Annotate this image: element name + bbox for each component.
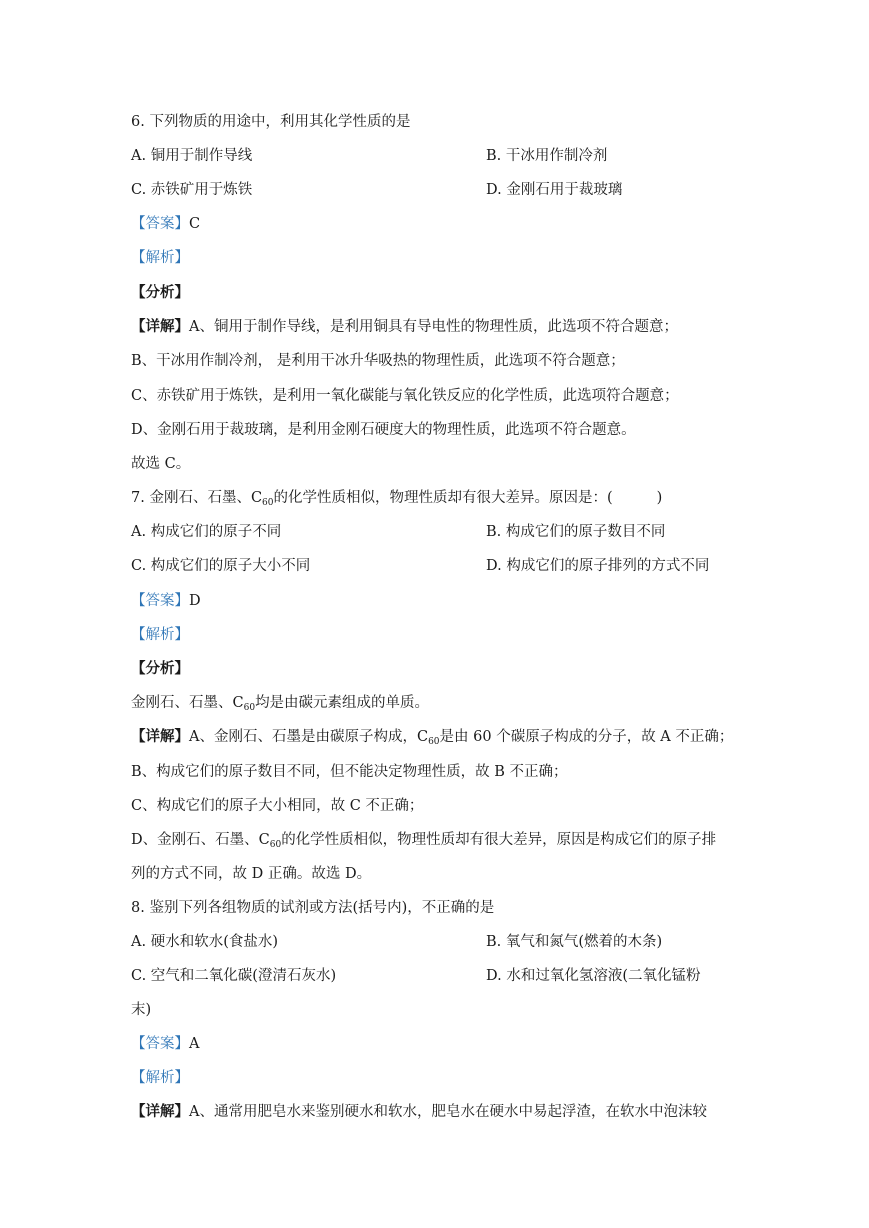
q8-answer: A <box>189 1036 200 1052</box>
detail-tag: 【详解】 <box>131 318 189 335</box>
q7-detail-b: B、构成它们的原子数目不同，但不能决定物理性质，故 B 不正确； <box>131 764 568 780</box>
q8-option-d-cont: 末) <box>131 1002 152 1018</box>
detail-tag: 【详解】 <box>131 728 189 745</box>
q8-option-c: C. 空气和二氧化碳(澄清石灰水) <box>131 968 337 984</box>
q7-detail-d-post: 的化学性质相似，物理性质却有很大差异，原因是构成它们的原子排 <box>281 832 717 848</box>
q8-option-b: B. 氧气和氮气(燃着的木条) <box>486 934 663 950</box>
q7-option-d: D. 构成它们的原子排列的方式不同 <box>486 558 710 574</box>
answer-tag: 【答案】 <box>131 1036 189 1052</box>
q7-option-a: A. 构成它们的原子不同 <box>131 524 282 540</box>
q7-option-b: B. 构成它们的原子数目不同 <box>486 524 666 540</box>
q8-answer-line <box>131 1034 199 1054</box>
c60-subscript: 60 <box>243 703 256 713</box>
q6-stem: 6. 下列物质的用途中，利用其化学性质的是 <box>131 114 411 130</box>
q7-option-c: C. 构成它们的原子大小不同 <box>131 558 311 574</box>
q6-option-b: B. 干冰用作制冷剂 <box>486 148 608 164</box>
q6-detail-a <box>131 317 678 337</box>
q8-detail-a-text: A、通常用肥皂水来鉴别硬水和软水，肥皂水在硬水中易起浮渣，在软水中泡沫较 <box>189 1104 707 1120</box>
q8-stem: 8. 鉴别下列各组物质的试剂或方法(括号内)，不正确的是 <box>131 900 495 916</box>
q7-detail-a <box>131 727 733 747</box>
q7-answer-line <box>131 591 201 611</box>
answer-tag: 【答案】 <box>131 216 189 232</box>
q7-detail-d-pre: D、金刚石、石墨、C <box>131 832 270 848</box>
q6-detail-d: D、金刚石用于裁玻璃，是利用金刚石硬度大的物理性质，此选项不符合题意。 <box>131 422 636 438</box>
q6-detail-a-text: A、铜用于制作导线，是利用铜具有导电性的物理性质，此选项不符合题意； <box>189 319 678 335</box>
q8-detail-a <box>131 1102 707 1122</box>
q7-detail-a-post: 是由 60 个碳原子构成的分子，故 A 不正确； <box>439 729 734 745</box>
q7-fenxi-post: 均是由碳元素组成的单质。 <box>255 695 430 711</box>
c60-subscript: 60 <box>428 737 440 747</box>
detail-tag: 【详解】 <box>131 1103 189 1120</box>
q6-answer-line <box>131 214 200 234</box>
q6-conclusion: 故选 C。 <box>131 456 191 472</box>
q7-answer: D <box>189 593 201 609</box>
q7-fenxi-text <box>131 693 429 713</box>
q6-option-c: C. 赤铁矿用于炼铁 <box>131 182 253 198</box>
q6-analysis-tag: 【解析】 <box>131 250 189 266</box>
q8-option-d: D. 水和过氧化氢溶液(二氧化锰粉 <box>486 968 701 984</box>
q6-option-d: D. 金刚石用于裁玻璃 <box>486 182 623 198</box>
q7-stem-close: ) <box>656 490 663 506</box>
q6-detail-b: B、干冰用作制冷剂， 是利用干冰升华吸热的物理性质，此选项不符合题意； <box>131 353 625 369</box>
q7-analysis-tag: 【解析】 <box>131 627 189 643</box>
q7-detail-a-pre: A、金刚石、石墨是由碳原子构成，C <box>189 729 429 745</box>
q6-option-a: A. 铜用于制作导线 <box>131 148 253 164</box>
q7-detail-c: C、构成它们的原子大小相同，故 C 不正确； <box>131 798 424 814</box>
q7-stem-pre: 7. 金刚石、石墨、C <box>131 490 263 506</box>
q7-stem <box>131 488 662 508</box>
q6-answer: C <box>189 216 201 232</box>
q7-stem-post: 的化学性质相似，物理性质却有很大差异。原因是：( <box>273 490 613 506</box>
q7-fenxi-tag: 【分析】 <box>131 660 189 677</box>
q7-fenxi-pre: 金刚石、石墨、C <box>131 695 244 711</box>
q8-analysis-tag: 【解析】 <box>131 1070 189 1086</box>
q8-option-a: A. 硬水和软水(食盐水) <box>131 934 279 950</box>
q7-detail-d-cont: 列的方式不同，故 D 正确。故选 D。 <box>131 866 372 882</box>
c60-subscript: 60 <box>269 840 282 850</box>
q6-fenxi-tag: 【分析】 <box>131 284 189 301</box>
q7-detail-d <box>131 830 716 850</box>
q6-detail-c: C、赤铁矿用于炼铁，是利用一氧化碳能与氧化铁反应的化学性质，此选项符合题意； <box>131 388 679 404</box>
c60-subscript: 60 <box>262 498 274 508</box>
answer-tag: 【答案】 <box>131 593 189 609</box>
